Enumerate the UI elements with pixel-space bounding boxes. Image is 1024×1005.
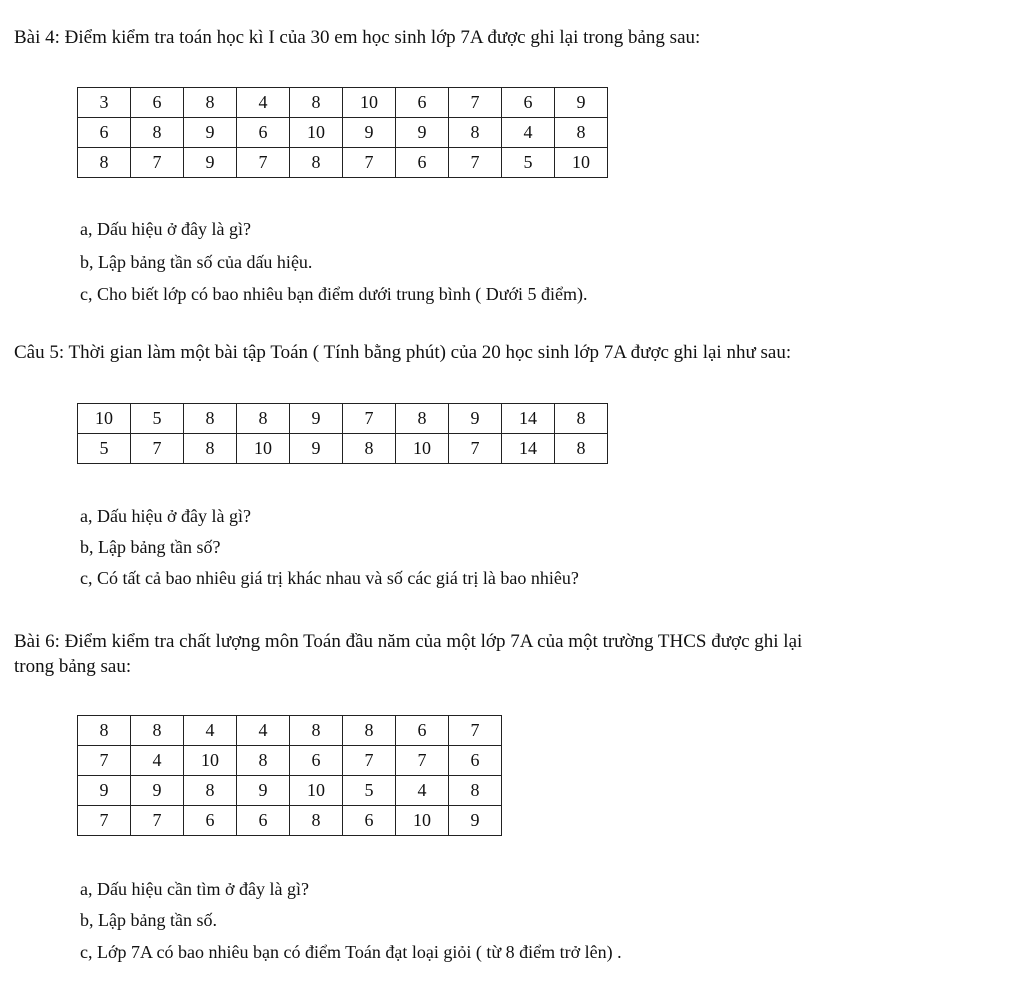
table-cell: 14: [502, 404, 555, 434]
table-row: [78, 716, 502, 746]
table-cell: 7: [131, 148, 184, 178]
table-cell: 9: [343, 118, 396, 148]
table-cell: 9: [290, 434, 343, 464]
bai6-question-b: b, Lập bảng tần số.: [80, 910, 217, 930]
table-row: [78, 88, 608, 118]
table-cell: 9: [449, 806, 502, 836]
bai6-question-c: c, Lớp 7A có bao nhiêu bạn có điểm Toán đạt loại giỏi ( từ 8 điểm trở lên) .: [80, 942, 622, 962]
bai6-question-a: a, Dấu hiệu cần tìm ở đây là gì?: [80, 879, 309, 899]
table-cell: 6: [131, 88, 184, 118]
bai4-question-b: b, Lập bảng tần số của dấu hiệu.: [80, 252, 313, 272]
table-cell: 10: [396, 806, 449, 836]
table-cell: 7: [343, 746, 396, 776]
table-row: [78, 776, 502, 806]
bai6-table: [77, 715, 502, 836]
table-cell: 8: [555, 118, 608, 148]
table-row: [78, 806, 502, 836]
table-cell: 7: [449, 716, 502, 746]
table-cell: 8: [184, 434, 237, 464]
table-cell: 6: [502, 88, 555, 118]
table-cell: 8: [131, 716, 184, 746]
cau5-question-b: b, Lập bảng tần số?: [80, 537, 221, 557]
table-cell: 7: [78, 746, 131, 776]
table-cell: 9: [131, 776, 184, 806]
table-cell: 3: [78, 88, 131, 118]
table-cell: 14: [502, 434, 555, 464]
table-cell: 7: [131, 806, 184, 836]
table-cell: 9: [184, 148, 237, 178]
table-cell: 9: [396, 118, 449, 148]
table-cell: 7: [449, 148, 502, 178]
table-cell: 10: [184, 746, 237, 776]
table-cell: 8: [343, 434, 396, 464]
table-cell: 6: [290, 746, 343, 776]
bai4-question-a: a, Dấu hiệu ở đây là gì?: [80, 219, 251, 239]
table-cell: 4: [131, 746, 184, 776]
table-cell: 7: [449, 88, 502, 118]
table-cell: 7: [237, 148, 290, 178]
table-cell: 6: [237, 806, 290, 836]
table-cell: 8: [343, 716, 396, 746]
table-cell: 9: [184, 118, 237, 148]
table-cell: 7: [78, 806, 131, 836]
table-cell: 10: [237, 434, 290, 464]
table-cell: 8: [290, 716, 343, 746]
table-cell: 8: [184, 404, 237, 434]
cau5-table: [77, 403, 608, 464]
table-cell: 9: [290, 404, 343, 434]
table-row: [78, 746, 502, 776]
table-cell: 9: [449, 404, 502, 434]
table-cell: 7: [449, 434, 502, 464]
table-cell: 8: [290, 148, 343, 178]
table-cell: 9: [555, 88, 608, 118]
table-cell: 4: [184, 716, 237, 746]
table-cell: 5: [78, 434, 131, 464]
bai6-title-line1: Bài 6: Điểm kiểm tra chất lượng môn Toán đầu năm của một lớp 7A của một trường THCS được ghi lại: [14, 631, 803, 652]
table-cell: 4: [237, 716, 290, 746]
table-cell: 6: [396, 88, 449, 118]
cau5-question-c: c, Có tất cả bao nhiêu giá trị khác nhau và số các giá trị là bao nhiêu?: [80, 568, 579, 588]
table-cell: 5: [502, 148, 555, 178]
table-cell: 8: [131, 118, 184, 148]
table-cell: 8: [555, 404, 608, 434]
table-cell: 8: [78, 716, 131, 746]
table-cell: 10: [290, 776, 343, 806]
table-cell: 7: [131, 434, 184, 464]
table-cell: 8: [555, 434, 608, 464]
table-cell: 8: [237, 746, 290, 776]
table-cell: 4: [502, 118, 555, 148]
table-cell: 10: [290, 118, 343, 148]
table-cell: 8: [184, 88, 237, 118]
table-cell: 4: [396, 776, 449, 806]
table-cell: 8: [290, 806, 343, 836]
table-row: [78, 148, 608, 178]
table-cell: 8: [290, 88, 343, 118]
table-row: [78, 404, 608, 434]
bai4-question-c: c, Cho biết lớp có bao nhiêu bạn điểm dưới trung bình ( Dưới 5 điểm).: [80, 284, 588, 304]
table-cell: 8: [78, 148, 131, 178]
table-cell: 10: [396, 434, 449, 464]
table-cell: 4: [237, 88, 290, 118]
table-cell: 8: [396, 404, 449, 434]
table-cell: 9: [237, 776, 290, 806]
table-cell: 5: [131, 404, 184, 434]
bai4-table: [77, 87, 608, 178]
table-cell: 6: [396, 148, 449, 178]
table-cell: 5: [343, 776, 396, 806]
table-row: [78, 118, 608, 148]
table-cell: 6: [184, 806, 237, 836]
table-cell: 6: [449, 746, 502, 776]
table-cell: 10: [555, 148, 608, 178]
table-cell: 8: [237, 404, 290, 434]
table-cell: 8: [449, 776, 502, 806]
table-cell: 6: [78, 118, 131, 148]
table-cell: 8: [184, 776, 237, 806]
table-cell: 8: [449, 118, 502, 148]
bai6-title-line2: trong bảng sau:: [14, 656, 132, 677]
cau5-title: Câu 5: Thời gian làm một bài tập Toán ( Tính bằng phút) của 20 học sinh lớp 7A được ghi lại như sau:: [14, 342, 792, 363]
table-cell: 10: [78, 404, 131, 434]
table-cell: 7: [396, 746, 449, 776]
table-cell: 7: [343, 148, 396, 178]
table-cell: 6: [237, 118, 290, 148]
bai4-title: Bài 4: Điểm kiểm tra toán học kì I của 30 em học sinh lớp 7A được ghi lại trong bảng sau:: [14, 27, 701, 48]
table-cell: 10: [343, 88, 396, 118]
table-cell: 6: [396, 716, 449, 746]
table-row: [78, 434, 608, 464]
table-cell: 9: [78, 776, 131, 806]
table-cell: 6: [343, 806, 396, 836]
table-cell: 7: [343, 404, 396, 434]
cau5-question-a: a, Dấu hiệu ở đây là gì?: [80, 506, 251, 526]
